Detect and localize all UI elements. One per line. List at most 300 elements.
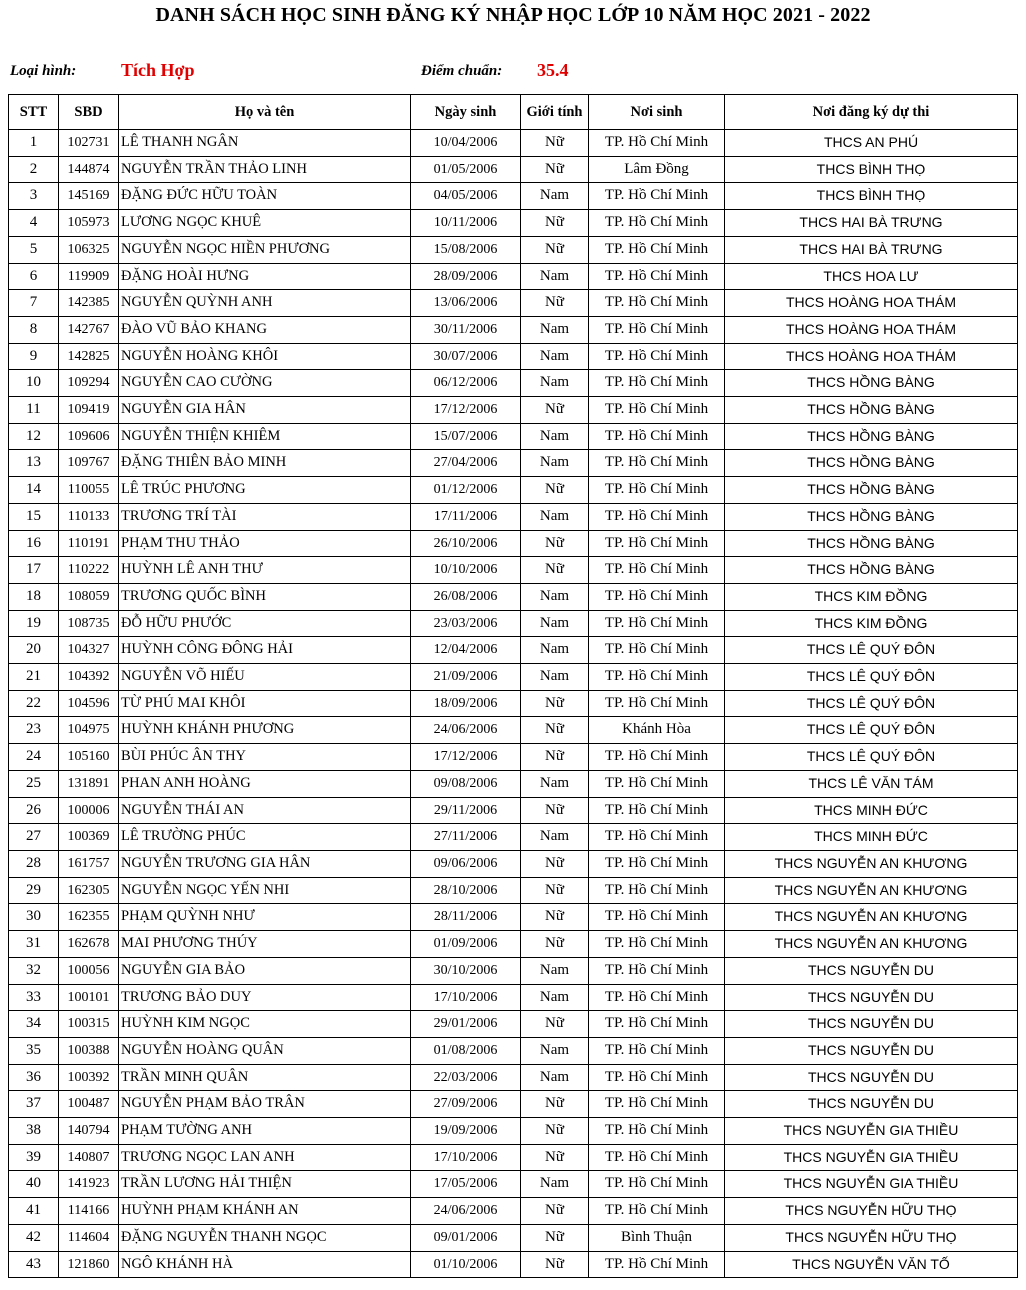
cell-stt: 3 bbox=[9, 183, 59, 210]
cell-name: HUỲNH PHẠM KHÁNH AN bbox=[119, 1198, 411, 1225]
col-header-gender: Giới tính bbox=[521, 95, 589, 130]
cell-school: THCS NGUYỄN AN KHƯƠNG bbox=[725, 850, 1018, 877]
cell-school: THCS NGUYỄN GIA THIỀU bbox=[725, 1118, 1018, 1145]
cell-gender: Nữ bbox=[521, 744, 589, 771]
cell-stt: 1 bbox=[9, 130, 59, 157]
cell-school: THCS HỒNG BÀNG bbox=[725, 503, 1018, 530]
table-row bbox=[9, 210, 1018, 237]
cell-birthplace: TP. Hồ Chí Minh bbox=[589, 343, 725, 370]
cell-gender: Nam bbox=[521, 1171, 589, 1198]
cell-name: NGUYỄN TRẦN THẢO LINH bbox=[119, 156, 411, 183]
cell-stt: 43 bbox=[9, 1251, 59, 1278]
table-row bbox=[9, 1064, 1018, 1091]
cell-gender: Nữ bbox=[521, 1144, 589, 1171]
cell-school: THCS KIM ĐỒNG bbox=[725, 583, 1018, 610]
cell-stt: 20 bbox=[9, 637, 59, 664]
cell-gender: Nữ bbox=[521, 690, 589, 717]
cell-school: THCS HOÀNG HOA THÁM bbox=[725, 343, 1018, 370]
cell-birthplace: TP. Hồ Chí Minh bbox=[589, 1011, 725, 1038]
cell-school: THCS LÊ QUÝ ĐÔN bbox=[725, 744, 1018, 771]
cell-sbd: 100315 bbox=[59, 1011, 119, 1038]
cell-stt: 35 bbox=[9, 1037, 59, 1064]
cell-name: HUỲNH KHÁNH PHƯƠNG bbox=[119, 717, 411, 744]
cell-name: BÙI PHÚC ÂN THY bbox=[119, 744, 411, 771]
cell-dob: 27/09/2006 bbox=[411, 1091, 521, 1118]
cell-sbd: 102731 bbox=[59, 130, 119, 157]
cell-stt: 27 bbox=[9, 824, 59, 851]
cell-stt: 28 bbox=[9, 850, 59, 877]
table-row bbox=[9, 583, 1018, 610]
cell-name: PHẠM QUỲNH NHƯ bbox=[119, 904, 411, 931]
cell-dob: 18/09/2006 bbox=[411, 690, 521, 717]
cell-gender: Nam bbox=[521, 984, 589, 1011]
cell-name: LÊ TRƯỜNG PHÚC bbox=[119, 824, 411, 851]
cell-sbd: 110055 bbox=[59, 477, 119, 504]
cell-birthplace: TP. Hồ Chí Minh bbox=[589, 210, 725, 237]
cell-stt: 37 bbox=[9, 1091, 59, 1118]
col-header-sbd: SBD bbox=[59, 95, 119, 130]
cell-name: NGÔ KHÁNH HÀ bbox=[119, 1251, 411, 1278]
cell-dob: 28/11/2006 bbox=[411, 904, 521, 931]
table-row bbox=[9, 850, 1018, 877]
cell-gender: Nữ bbox=[521, 156, 589, 183]
cell-stt: 14 bbox=[9, 477, 59, 504]
table-row bbox=[9, 690, 1018, 717]
cell-dob: 10/04/2006 bbox=[411, 130, 521, 157]
cell-sbd: 110191 bbox=[59, 530, 119, 557]
cell-school: THCS LÊ VĂN TÁM bbox=[725, 770, 1018, 797]
cell-sbd: 100487 bbox=[59, 1091, 119, 1118]
cell-name: TRƯƠNG QUỐC BÌNH bbox=[119, 583, 411, 610]
table-row bbox=[9, 824, 1018, 851]
cell-gender: Nữ bbox=[521, 530, 589, 557]
cell-name: LÊ TRÚC PHƯƠNG bbox=[119, 477, 411, 504]
table-row bbox=[9, 263, 1018, 290]
cell-dob: 01/05/2006 bbox=[411, 156, 521, 183]
table-row bbox=[9, 904, 1018, 931]
cell-name: ĐÀO VŨ BẢO KHANG bbox=[119, 316, 411, 343]
cell-school: THCS LÊ QUÝ ĐÔN bbox=[725, 717, 1018, 744]
cell-birthplace: TP. Hồ Chí Minh bbox=[589, 130, 725, 157]
cell-school: THCS NGUYỄN DU bbox=[725, 1091, 1018, 1118]
table-row bbox=[9, 984, 1018, 1011]
cell-stt: 5 bbox=[9, 236, 59, 263]
cell-birthplace: TP. Hồ Chí Minh bbox=[589, 290, 725, 317]
cell-sbd: 100101 bbox=[59, 984, 119, 1011]
cell-school: THCS HAI BÀ TRƯNG bbox=[725, 210, 1018, 237]
cell-name: MAI PHƯƠNG THÚY bbox=[119, 931, 411, 958]
cell-dob: 17/12/2006 bbox=[411, 744, 521, 771]
cell-birthplace: TP. Hồ Chí Minh bbox=[589, 530, 725, 557]
cell-name: NGUYỄN HOÀNG KHÔI bbox=[119, 343, 411, 370]
cell-name: NGUYỄN THÁI AN bbox=[119, 797, 411, 824]
cell-name: ĐẶNG HOÀI HƯNG bbox=[119, 263, 411, 290]
cell-school: THCS HAI BÀ TRƯNG bbox=[725, 236, 1018, 263]
cell-stt: 23 bbox=[9, 717, 59, 744]
cell-sbd: 104975 bbox=[59, 717, 119, 744]
cell-school: THCS NGUYỄN DU bbox=[725, 1037, 1018, 1064]
cell-stt: 41 bbox=[9, 1198, 59, 1225]
cell-stt: 33 bbox=[9, 984, 59, 1011]
cell-sbd: 162355 bbox=[59, 904, 119, 931]
cell-dob: 24/06/2006 bbox=[411, 1198, 521, 1225]
cell-sbd: 104392 bbox=[59, 664, 119, 691]
cell-school: THCS NGUYỄN DU bbox=[725, 984, 1018, 1011]
cell-dob: 01/10/2006 bbox=[411, 1251, 521, 1278]
table-row bbox=[9, 1251, 1018, 1278]
cell-sbd: 105973 bbox=[59, 210, 119, 237]
cell-name: NGUYỄN GIA HÂN bbox=[119, 397, 411, 424]
cell-gender: Nam bbox=[521, 450, 589, 477]
cell-birthplace: TP. Hồ Chí Minh bbox=[589, 637, 725, 664]
cell-birthplace: TP. Hồ Chí Minh bbox=[589, 183, 725, 210]
cell-dob: 09/01/2006 bbox=[411, 1224, 521, 1251]
cell-name: HUỲNH CÔNG ĐÔNG HẢI bbox=[119, 637, 411, 664]
cell-stt: 32 bbox=[9, 957, 59, 984]
cell-dob: 22/03/2006 bbox=[411, 1064, 521, 1091]
cell-sbd: 121860 bbox=[59, 1251, 119, 1278]
cell-gender: Nam bbox=[521, 316, 589, 343]
cell-dob: 21/09/2006 bbox=[411, 664, 521, 691]
cell-sbd: 109294 bbox=[59, 370, 119, 397]
cell-stt: 24 bbox=[9, 744, 59, 771]
cell-birthplace: TP. Hồ Chí Minh bbox=[589, 263, 725, 290]
cell-school: THCS NGUYỄN VĂN TỐ bbox=[725, 1251, 1018, 1278]
cell-name: TRƯƠNG NGỌC LAN ANH bbox=[119, 1144, 411, 1171]
page-title: DANH SÁCH HỌC SINH ĐĂNG KÝ NHẬP HỌC LỚP 10 NĂM HỌC 2021 - 2022 bbox=[155, 4, 871, 26]
table-row bbox=[9, 1198, 1018, 1225]
cell-dob: 13/06/2006 bbox=[411, 290, 521, 317]
cell-stt: 13 bbox=[9, 450, 59, 477]
student-table bbox=[8, 94, 1018, 1278]
cell-name: PHẠM TƯỜNG ANH bbox=[119, 1118, 411, 1145]
cell-gender: Nữ bbox=[521, 1251, 589, 1278]
cell-birthplace: TP. Hồ Chí Minh bbox=[589, 370, 725, 397]
cell-sbd: 109767 bbox=[59, 450, 119, 477]
table-row bbox=[9, 557, 1018, 584]
cell-dob: 01/09/2006 bbox=[411, 931, 521, 958]
cell-birthplace: TP. Hồ Chí Minh bbox=[589, 503, 725, 530]
cell-stt: 4 bbox=[9, 210, 59, 237]
cell-name: NGUYỄN HOÀNG QUÂN bbox=[119, 1037, 411, 1064]
cell-name: NGUYỄN VÕ HIẾU bbox=[119, 664, 411, 691]
cell-sbd: 142825 bbox=[59, 343, 119, 370]
cell-gender: Nam bbox=[521, 1064, 589, 1091]
cell-stt: 7 bbox=[9, 290, 59, 317]
cell-stt: 15 bbox=[9, 503, 59, 530]
cell-birthplace: TP. Hồ Chí Minh bbox=[589, 770, 725, 797]
cell-birthplace: TP. Hồ Chí Minh bbox=[589, 850, 725, 877]
cell-name: NGUYỄN NGỌC HIỀN PHƯƠNG bbox=[119, 236, 411, 263]
cell-name: PHẠM THU THẢO bbox=[119, 530, 411, 557]
cell-sbd: 142385 bbox=[59, 290, 119, 317]
cell-school: THCS MINH ĐỨC bbox=[725, 824, 1018, 851]
cell-school: THCS HỒNG BÀNG bbox=[725, 397, 1018, 424]
cell-gender: Nữ bbox=[521, 557, 589, 584]
cell-stt: 40 bbox=[9, 1171, 59, 1198]
cell-sbd: 106325 bbox=[59, 236, 119, 263]
cell-dob: 15/08/2006 bbox=[411, 236, 521, 263]
cell-school: THCS NGUYỄN DU bbox=[725, 957, 1018, 984]
cell-school: THCS NGUYỄN AN KHƯƠNG bbox=[725, 877, 1018, 904]
cell-gender: Nam bbox=[521, 957, 589, 984]
cell-birthplace: Bình Thuận bbox=[589, 1224, 725, 1251]
cell-sbd: 109419 bbox=[59, 397, 119, 424]
cell-birthplace: TP. Hồ Chí Minh bbox=[589, 557, 725, 584]
cell-school: THCS HỒNG BÀNG bbox=[725, 477, 1018, 504]
table-row bbox=[9, 530, 1018, 557]
cell-dob: 12/04/2006 bbox=[411, 637, 521, 664]
cell-sbd: 110133 bbox=[59, 503, 119, 530]
cell-gender: Nữ bbox=[521, 1011, 589, 1038]
cell-sbd: 140807 bbox=[59, 1144, 119, 1171]
cell-stt: 36 bbox=[9, 1064, 59, 1091]
cell-birthplace: Lâm Đồng bbox=[589, 156, 725, 183]
cell-school: THCS NGUYỄN GIA THIỀU bbox=[725, 1171, 1018, 1198]
table-row bbox=[9, 797, 1018, 824]
cell-school: THCS KIM ĐỒNG bbox=[725, 610, 1018, 637]
cell-school: THCS BÌNH THỌ bbox=[725, 156, 1018, 183]
cell-stt: 10 bbox=[9, 370, 59, 397]
col-header-name: Họ và tên bbox=[119, 95, 411, 130]
cell-school: THCS BÌNH THỌ bbox=[725, 183, 1018, 210]
cell-dob: 01/12/2006 bbox=[411, 477, 521, 504]
table-row bbox=[9, 637, 1018, 664]
cell-gender: Nữ bbox=[521, 931, 589, 958]
table-row bbox=[9, 1011, 1018, 1038]
cell-school: THCS AN PHÚ bbox=[725, 130, 1018, 157]
cell-gender: Nữ bbox=[521, 1224, 589, 1251]
cell-gender: Nữ bbox=[521, 904, 589, 931]
cell-gender: Nữ bbox=[521, 236, 589, 263]
cell-sbd: 108059 bbox=[59, 583, 119, 610]
cell-dob: 24/06/2006 bbox=[411, 717, 521, 744]
cell-sbd: 145169 bbox=[59, 183, 119, 210]
table-row bbox=[9, 877, 1018, 904]
cell-gender: Nữ bbox=[521, 1198, 589, 1225]
cell-school: THCS HOÀNG HOA THÁM bbox=[725, 290, 1018, 317]
cell-birthplace: TP. Hồ Chí Minh bbox=[589, 583, 725, 610]
cell-birthplace: TP. Hồ Chí Minh bbox=[589, 690, 725, 717]
cell-sbd: 162678 bbox=[59, 931, 119, 958]
table-row bbox=[9, 664, 1018, 691]
table-row bbox=[9, 477, 1018, 504]
cell-gender: Nữ bbox=[521, 290, 589, 317]
cell-birthplace: TP. Hồ Chí Minh bbox=[589, 904, 725, 931]
cell-school: THCS HOA LƯ bbox=[725, 263, 1018, 290]
table-row bbox=[9, 1037, 1018, 1064]
cell-birthplace: TP. Hồ Chí Minh bbox=[589, 1251, 725, 1278]
cell-dob: 30/11/2006 bbox=[411, 316, 521, 343]
cell-name: TỪ PHÚ MAI KHÔI bbox=[119, 690, 411, 717]
cell-school: THCS HỒNG BÀNG bbox=[725, 530, 1018, 557]
cell-gender: Nữ bbox=[521, 877, 589, 904]
cell-sbd: 131891 bbox=[59, 770, 119, 797]
table-body bbox=[9, 130, 1018, 1278]
cell-stt: 21 bbox=[9, 664, 59, 691]
table-row bbox=[9, 744, 1018, 771]
cell-dob: 28/10/2006 bbox=[411, 877, 521, 904]
cell-name: TRƯƠNG TRÍ TÀI bbox=[119, 503, 411, 530]
cell-birthplace: TP. Hồ Chí Minh bbox=[589, 957, 725, 984]
cell-name: TRẦN LƯƠNG HẢI THIỆN bbox=[119, 1171, 411, 1198]
cell-stt: 18 bbox=[9, 583, 59, 610]
cell-birthplace: TP. Hồ Chí Minh bbox=[589, 824, 725, 851]
cell-stt: 30 bbox=[9, 904, 59, 931]
cell-dob: 15/07/2006 bbox=[411, 423, 521, 450]
cell-stt: 26 bbox=[9, 797, 59, 824]
cell-stt: 16 bbox=[9, 530, 59, 557]
cell-gender: Nam bbox=[521, 770, 589, 797]
cell-stt: 17 bbox=[9, 557, 59, 584]
cell-name: LÊ THANH NGÂN bbox=[119, 130, 411, 157]
cell-name: NGUYỄN QUỲNH ANH bbox=[119, 290, 411, 317]
cell-dob: 01/08/2006 bbox=[411, 1037, 521, 1064]
cell-birthplace: TP. Hồ Chí Minh bbox=[589, 423, 725, 450]
cell-name: TRƯƠNG BẢO DUY bbox=[119, 984, 411, 1011]
cell-school: THCS NGUYỄN DU bbox=[725, 1011, 1018, 1038]
cell-name: NGUYỄN CAO CƯỜNG bbox=[119, 370, 411, 397]
cell-birthplace: TP. Hồ Chí Minh bbox=[589, 397, 725, 424]
cell-school: THCS HỒNG BÀNG bbox=[725, 423, 1018, 450]
cell-gender: Nữ bbox=[521, 717, 589, 744]
cell-dob: 17/12/2006 bbox=[411, 397, 521, 424]
cell-gender: Nam bbox=[521, 263, 589, 290]
type-value: Tích Hợp bbox=[121, 60, 195, 80]
cell-sbd: 108735 bbox=[59, 610, 119, 637]
cell-birthplace: TP. Hồ Chí Minh bbox=[589, 236, 725, 263]
cell-birthplace: TP. Hồ Chí Minh bbox=[589, 744, 725, 771]
cell-birthplace: TP. Hồ Chí Minh bbox=[589, 1064, 725, 1091]
table-row bbox=[9, 183, 1018, 210]
cell-sbd: 100056 bbox=[59, 957, 119, 984]
table-row bbox=[9, 1144, 1018, 1171]
table-row bbox=[9, 450, 1018, 477]
cell-name: NGUYỄN THIỆN KHIÊM bbox=[119, 423, 411, 450]
cell-sbd: 114166 bbox=[59, 1198, 119, 1225]
cell-dob: 26/10/2006 bbox=[411, 530, 521, 557]
table-row bbox=[9, 236, 1018, 263]
cell-sbd: 114604 bbox=[59, 1224, 119, 1251]
cell-dob: 09/06/2006 bbox=[411, 850, 521, 877]
cell-name: TRẦN MINH QUÂN bbox=[119, 1064, 411, 1091]
cell-birthplace: TP. Hồ Chí Minh bbox=[589, 1144, 725, 1171]
cell-dob: 09/08/2006 bbox=[411, 770, 521, 797]
cell-sbd: 100369 bbox=[59, 824, 119, 851]
cell-stt: 11 bbox=[9, 397, 59, 424]
cell-name: NGUYỄN NGỌC YẾN NHI bbox=[119, 877, 411, 904]
cell-birthplace: TP. Hồ Chí Minh bbox=[589, 450, 725, 477]
cell-dob: 17/10/2006 bbox=[411, 984, 521, 1011]
cell-gender: Nam bbox=[521, 423, 589, 450]
cell-sbd: 104596 bbox=[59, 690, 119, 717]
table-row bbox=[9, 610, 1018, 637]
cell-sbd: 119909 bbox=[59, 263, 119, 290]
cell-sbd: 142767 bbox=[59, 316, 119, 343]
cell-sbd: 100392 bbox=[59, 1064, 119, 1091]
cell-gender: Nữ bbox=[521, 1118, 589, 1145]
cell-gender: Nam bbox=[521, 583, 589, 610]
cell-school: THCS MINH ĐỨC bbox=[725, 797, 1018, 824]
cell-school: THCS NGUYỄN AN KHƯƠNG bbox=[725, 904, 1018, 931]
cell-birthplace: TP. Hồ Chí Minh bbox=[589, 1198, 725, 1225]
cell-gender: Nữ bbox=[521, 850, 589, 877]
cell-stt: 38 bbox=[9, 1118, 59, 1145]
cell-name: HUỲNH KIM NGỌC bbox=[119, 1011, 411, 1038]
table-row bbox=[9, 770, 1018, 797]
table-row bbox=[9, 931, 1018, 958]
cell-dob: 29/01/2006 bbox=[411, 1011, 521, 1038]
cell-name: ĐẶNG THIÊN BẢO MINH bbox=[119, 450, 411, 477]
col-header-stt: STT bbox=[9, 95, 59, 130]
cell-name: HUỲNH LÊ ANH THƯ bbox=[119, 557, 411, 584]
cell-gender: Nam bbox=[521, 824, 589, 851]
cell-gender: Nữ bbox=[521, 397, 589, 424]
cell-stt: 2 bbox=[9, 156, 59, 183]
table-row bbox=[9, 397, 1018, 424]
cell-birthplace: TP. Hồ Chí Minh bbox=[589, 797, 725, 824]
table-row bbox=[9, 290, 1018, 317]
cell-dob: 26/08/2006 bbox=[411, 583, 521, 610]
cell-birthplace: TP. Hồ Chí Minh bbox=[589, 931, 725, 958]
cell-dob: 28/09/2006 bbox=[411, 263, 521, 290]
cell-dob: 10/11/2006 bbox=[411, 210, 521, 237]
cell-sbd: 162305 bbox=[59, 877, 119, 904]
cell-gender: Nữ bbox=[521, 130, 589, 157]
cell-sbd: 100006 bbox=[59, 797, 119, 824]
cell-stt: 31 bbox=[9, 931, 59, 958]
cell-sbd: 104327 bbox=[59, 637, 119, 664]
col-header-dob: Ngày sinh bbox=[411, 95, 521, 130]
cell-stt: 6 bbox=[9, 263, 59, 290]
cell-school: THCS HỒNG BÀNG bbox=[725, 370, 1018, 397]
cell-sbd: 110222 bbox=[59, 557, 119, 584]
col-header-birthplace: Nơi sinh bbox=[589, 95, 725, 130]
cell-name: LƯƠNG NGỌC KHUÊ bbox=[119, 210, 411, 237]
cell-birthplace: TP. Hồ Chí Minh bbox=[589, 316, 725, 343]
cell-birthplace: TP. Hồ Chí Minh bbox=[589, 1171, 725, 1198]
col-header-school: Nơi đăng ký dự thi bbox=[725, 95, 1018, 130]
cell-dob: 17/10/2006 bbox=[411, 1144, 521, 1171]
cell-school: THCS NGUYỄN HỮU THỌ bbox=[725, 1198, 1018, 1225]
table-row bbox=[9, 316, 1018, 343]
cell-dob: 10/10/2006 bbox=[411, 557, 521, 584]
cell-birthplace: TP. Hồ Chí Minh bbox=[589, 1118, 725, 1145]
cell-gender: Nam bbox=[521, 183, 589, 210]
cell-stt: 8 bbox=[9, 316, 59, 343]
cell-birthplace: TP. Hồ Chí Minh bbox=[589, 984, 725, 1011]
cell-gender: Nam bbox=[521, 637, 589, 664]
cell-gender: Nam bbox=[521, 343, 589, 370]
cell-name: NGUYỄN PHẠM BẢO TRÂN bbox=[119, 1091, 411, 1118]
cell-school: THCS HOÀNG HOA THÁM bbox=[725, 316, 1018, 343]
cell-dob: 29/11/2006 bbox=[411, 797, 521, 824]
score-label: Điểm chuẩn: bbox=[421, 63, 503, 79]
cell-name: ĐỖ HỮU PHƯỚC bbox=[119, 610, 411, 637]
cell-gender: Nữ bbox=[521, 1091, 589, 1118]
cell-birthplace: TP. Hồ Chí Minh bbox=[589, 877, 725, 904]
cell-dob: 30/10/2006 bbox=[411, 957, 521, 984]
cell-sbd: 140794 bbox=[59, 1118, 119, 1145]
cell-birthplace: TP. Hồ Chí Minh bbox=[589, 477, 725, 504]
cell-sbd: 141923 bbox=[59, 1171, 119, 1198]
cell-sbd: 161757 bbox=[59, 850, 119, 877]
cell-gender: Nam bbox=[521, 370, 589, 397]
cell-sbd: 109606 bbox=[59, 423, 119, 450]
cell-birthplace: Khánh Hòa bbox=[589, 717, 725, 744]
cell-dob: 19/09/2006 bbox=[411, 1118, 521, 1145]
cell-stt: 42 bbox=[9, 1224, 59, 1251]
